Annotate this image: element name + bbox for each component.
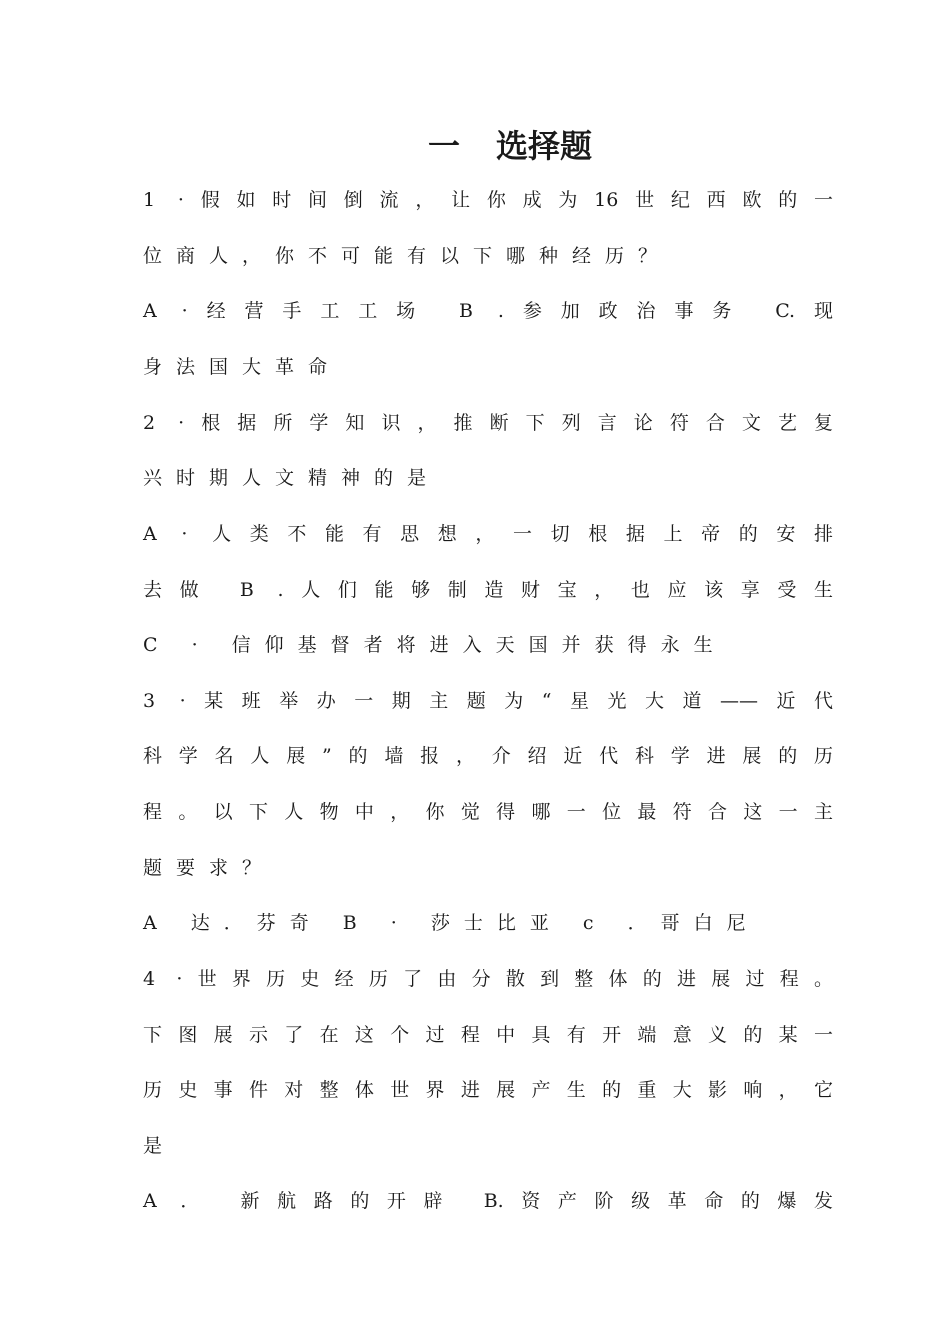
- question-2-option-a-line-2: 去做 B .人们能够制造财宝，也应该享受生: [143, 579, 833, 601]
- question-3-line-3: 程。以下人物中，你觉得哪一位最符合这一主: [143, 801, 833, 823]
- question-2-option-c: C · 信仰基督者将进入天国并获得永生: [143, 634, 727, 656]
- question-2-line-1: 2 ·根据所学知识，推断下列言论符合文艺复: [143, 412, 833, 434]
- question-3-line-1: 3 ·某班举办一期主题为“星光大道——近代: [143, 690, 833, 712]
- question-1-options-line-2: 身法国大革命: [143, 356, 342, 378]
- question-3-line-4: 题要求？: [143, 857, 276, 879]
- question-4-line-3: 历史事件对整体世界进展产生的重大影响，它: [143, 1079, 833, 1101]
- question-4-line-2: 下图展示了在这个过程中具有开端意义的某一: [143, 1024, 833, 1046]
- question-2-option-a-line-1: A · 人类不能有思想，一切根据上帝的安排: [143, 523, 833, 545]
- question-1-options-line-1: A ·经营手工工场 B .参加政治事务 C.现: [143, 300, 833, 322]
- question-2-line-2: 兴时期人文精神的是: [143, 467, 441, 489]
- question-3-options: A 达．芬奇 B · 莎士比亚 c ．哥白尼: [143, 912, 760, 934]
- section-title: 选择题: [496, 127, 593, 165]
- question-1-line-2: 位商人，你不可能有以下哪种经历？: [143, 245, 672, 267]
- question-4-line-4: 是: [143, 1135, 177, 1157]
- question-4-line-1: 4 ·世界历史经历了由分散到整体的进展过程。: [143, 968, 833, 990]
- section-heading: [0, 122, 950, 170]
- question-4-options: A ． 新航路的开辟 B.资产阶级革命的爆发: [143, 1190, 833, 1212]
- section-number: 一: [427, 127, 460, 165]
- question-3-line-2: 科学名人展”的墙报，介绍近代科学进展的历: [143, 745, 833, 767]
- question-1-line-1: 1 ·假如时间倒流，让你成为16世纪西欧的一: [143, 189, 833, 211]
